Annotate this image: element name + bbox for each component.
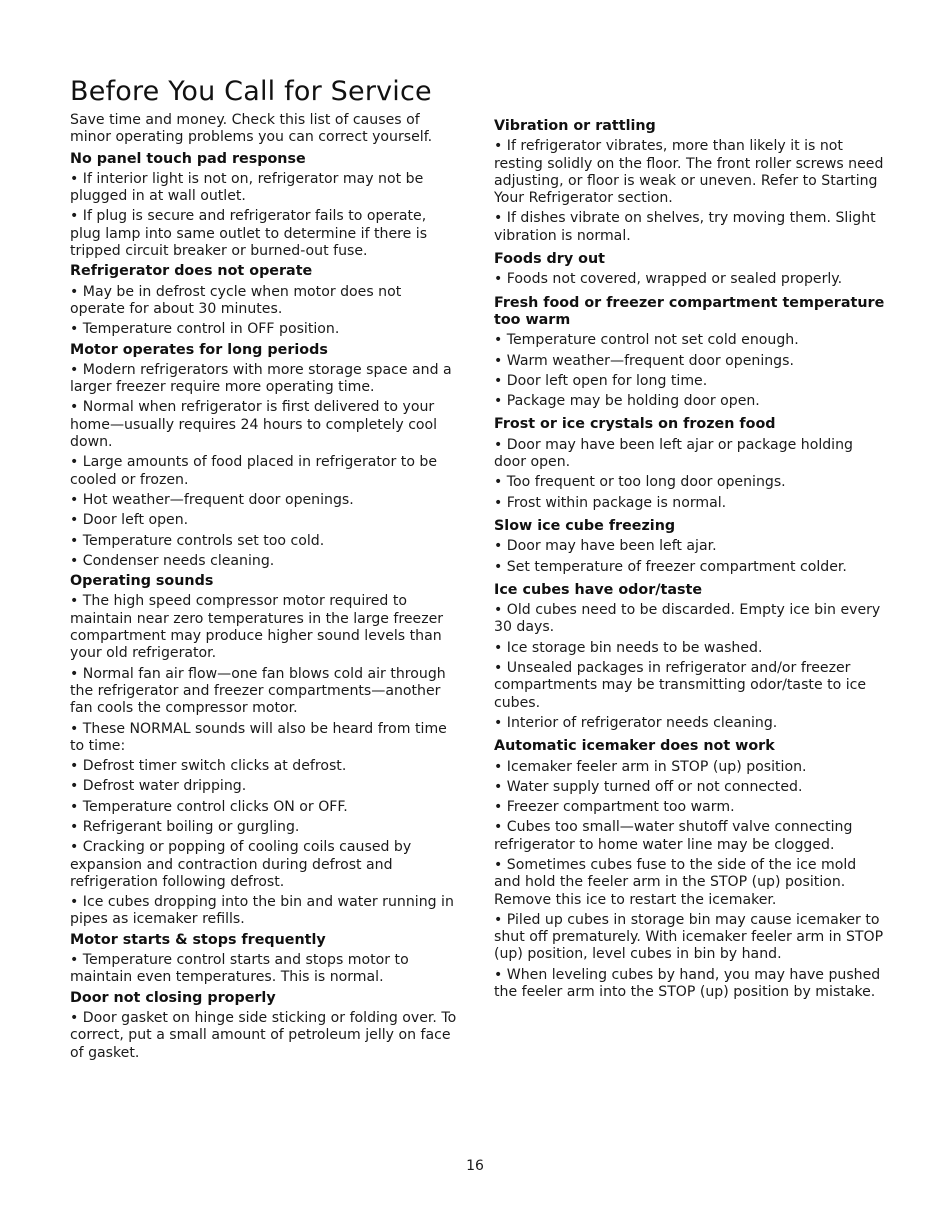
cause-item: • Ice storage bin needs to be washed. xyxy=(494,639,763,656)
section-heading: Motor operates for long periods xyxy=(70,341,328,358)
troubleshooting-section xyxy=(494,518,886,576)
section-heading: Fresh food or freezer compartment temperature too warm xyxy=(494,294,885,328)
troubleshooting-section xyxy=(70,151,460,261)
section-heading: Refrigerator does not operate xyxy=(70,263,313,280)
cause-item: • Hot weather—frequent door openings. xyxy=(70,491,354,508)
section-heading: Vibration or rattling xyxy=(494,118,656,134)
cause-item: • Normal fan air flow—one fan blows cold air through the refrigerator and freezer compartments—another fan cools the compressor motor. xyxy=(70,665,446,717)
troubleshooting-section xyxy=(70,990,460,1062)
cause-item: • Condenser needs cleaning. xyxy=(70,552,275,569)
troubleshooting-section xyxy=(494,295,886,411)
troubleshooting-section xyxy=(494,582,886,732)
cause-item: • Cubes too small—water shutoff valve connecting refrigerator to home water line may be clogged. xyxy=(494,819,853,853)
cause-item: • Door may have been left ajar. xyxy=(494,538,717,555)
cause-item: • The high speed compressor motor required to maintain near zero temperatures in the large freezer compartment may produce higher sound levels than your old refrigerator. xyxy=(70,593,444,662)
section-heading: Operating sounds xyxy=(70,573,214,590)
cause-item: • Old cubes need to be discarded. Empty ice bin every 30 days. xyxy=(494,602,881,636)
section-heading: Door not closing properly xyxy=(70,989,276,1006)
page-title: Before You Call for Service xyxy=(70,76,432,108)
cause-item: • Modern refrigerators with more storage space and a larger freezer require more operating time. xyxy=(70,361,452,396)
troubleshooting-section xyxy=(494,416,886,511)
cause-item: • If refrigerator vibrates, more than likely it is not resting solidly on the floor. The front roller screws need adjusting, or floor is weak or uneven. Refer to Starting Your Refrigerator section. xyxy=(494,138,884,207)
page-number: 16 xyxy=(466,1158,484,1174)
cause-item: • Water supply turned off or not connected. xyxy=(494,778,803,795)
cause-item: • Sometimes cubes fuse to the side of the ice mold and hold the feeler arm in the STOP (up) position. Remove this ice to restart the icemaker. xyxy=(494,856,857,908)
cause-item: • Temperature control in OFF position. xyxy=(70,321,340,338)
troubleshooting-section xyxy=(494,738,886,1001)
cause-item: • Temperature controls set too cold. xyxy=(70,532,325,549)
cause-item: • Large amounts of food placed in refrigerator to be cooled or frozen. xyxy=(70,454,438,488)
left-sections xyxy=(70,151,460,1062)
cause-item: • Door gasket on hinge side sticking or folding over. To correct, put a small amount of petroleum jelly on face of gasket. xyxy=(70,1009,457,1061)
troubleshooting-section xyxy=(70,342,460,571)
intro-paragraph: Save time and money. Check this list of causes of minor operating problems you can correct yourself. xyxy=(70,112,433,146)
cause-item: • Freezer compartment too warm. xyxy=(494,799,735,816)
troubleshooting-section xyxy=(494,118,886,245)
section-heading: Frost or ice crystals on frozen food xyxy=(494,416,776,433)
cause-item: • Temperature control clicks ON or OFF. xyxy=(70,798,348,815)
section-heading: Slow ice cube freezing xyxy=(494,517,676,534)
troubleshooting-section xyxy=(494,251,886,289)
cause-item: • Door left open. xyxy=(70,512,189,529)
cause-item: • Icemaker feeler arm in STOP (up) position. xyxy=(494,758,807,775)
section-heading: Ice cubes have odor/taste xyxy=(494,581,703,598)
cause-item: • Cracking or popping of cooling coils caused by expansion and contraction during defrost and refrigeration following defrost. xyxy=(70,839,412,890)
cause-item: • Piled up cubes in storage bin may cause icemaker to shut off prematurely. With icemaker feeler arm in STOP (up) position, level cubes in bin by hand. xyxy=(494,911,884,963)
cause-item: • Defrost water dripping. xyxy=(70,778,247,795)
cause-item: • Defrost timer switch clicks at defrost. xyxy=(70,758,347,775)
right-column xyxy=(494,112,886,1004)
cause-item: • Too frequent or too long door openings. xyxy=(494,474,786,491)
cause-item: • May be in defrost cycle when motor does not operate for about 30 minutes. xyxy=(70,283,402,317)
section-heading: No panel touch pad response xyxy=(70,150,306,167)
cause-item: • If dishes vibrate on shelves, try moving them. Slight vibration is normal. xyxy=(494,210,876,244)
right-sections xyxy=(494,118,886,1001)
cause-item: • Frost within package is normal. xyxy=(494,494,727,511)
cause-item: • Set temperature of freezer compartment colder. xyxy=(494,558,847,575)
cause-item: • If plug is secure and refrigerator fails to operate, plug lamp into same outlet to determine if there is tripped circuit breaker or burned-out fuse. xyxy=(70,208,428,260)
cause-item: • Warm weather—frequent door openings. xyxy=(494,352,794,369)
section-heading: Foods dry out xyxy=(494,251,605,268)
cause-item: • These NORMAL sounds will also be heard from time to time: xyxy=(70,720,447,754)
cause-item: • Unsealed packages in refrigerator and/or freezer compartments may be transmitting odor/taste to ice cubes. xyxy=(494,660,867,711)
cause-item: • Door left open for long time. xyxy=(494,372,708,389)
cause-item: • Normal when refrigerator is first delivered to your home—usually requires 24 hours to completely cool down. xyxy=(70,399,438,451)
cause-item: • If interior light is not on, refrigerator may not be plugged in at wall outlet. xyxy=(70,170,424,205)
cause-item: • Interior of refrigerator needs cleaning. xyxy=(494,714,778,731)
cause-item: • Ice cubes dropping into the bin and water running in pipes as icemaker refills. xyxy=(70,894,454,928)
troubleshooting-section xyxy=(70,263,460,338)
cause-item: • Temperature control starts and stops motor to maintain even temperatures. This is normal. xyxy=(70,952,409,986)
cause-item: • Foods not covered, wrapped or sealed properly. xyxy=(494,271,843,288)
troubleshooting-section xyxy=(70,573,460,929)
cause-item: • Package may be holding door open. xyxy=(494,393,760,410)
section-heading: Motor starts & stops frequently xyxy=(70,931,326,948)
left-column xyxy=(70,112,460,1065)
cause-item: • When leveling cubes by hand, you may have pushed the feeler arm into the STOP (up) position by mistake. xyxy=(494,966,881,1001)
cause-item: • Door may have been left ajar or package holding door open. xyxy=(494,436,853,471)
cause-item: • Temperature control not set cold enough. xyxy=(494,332,799,349)
section-heading: Automatic icemaker does not work xyxy=(494,738,775,755)
troubleshooting-section xyxy=(70,932,460,987)
cause-item: • Refrigerant boiling or gurgling. xyxy=(70,818,300,835)
